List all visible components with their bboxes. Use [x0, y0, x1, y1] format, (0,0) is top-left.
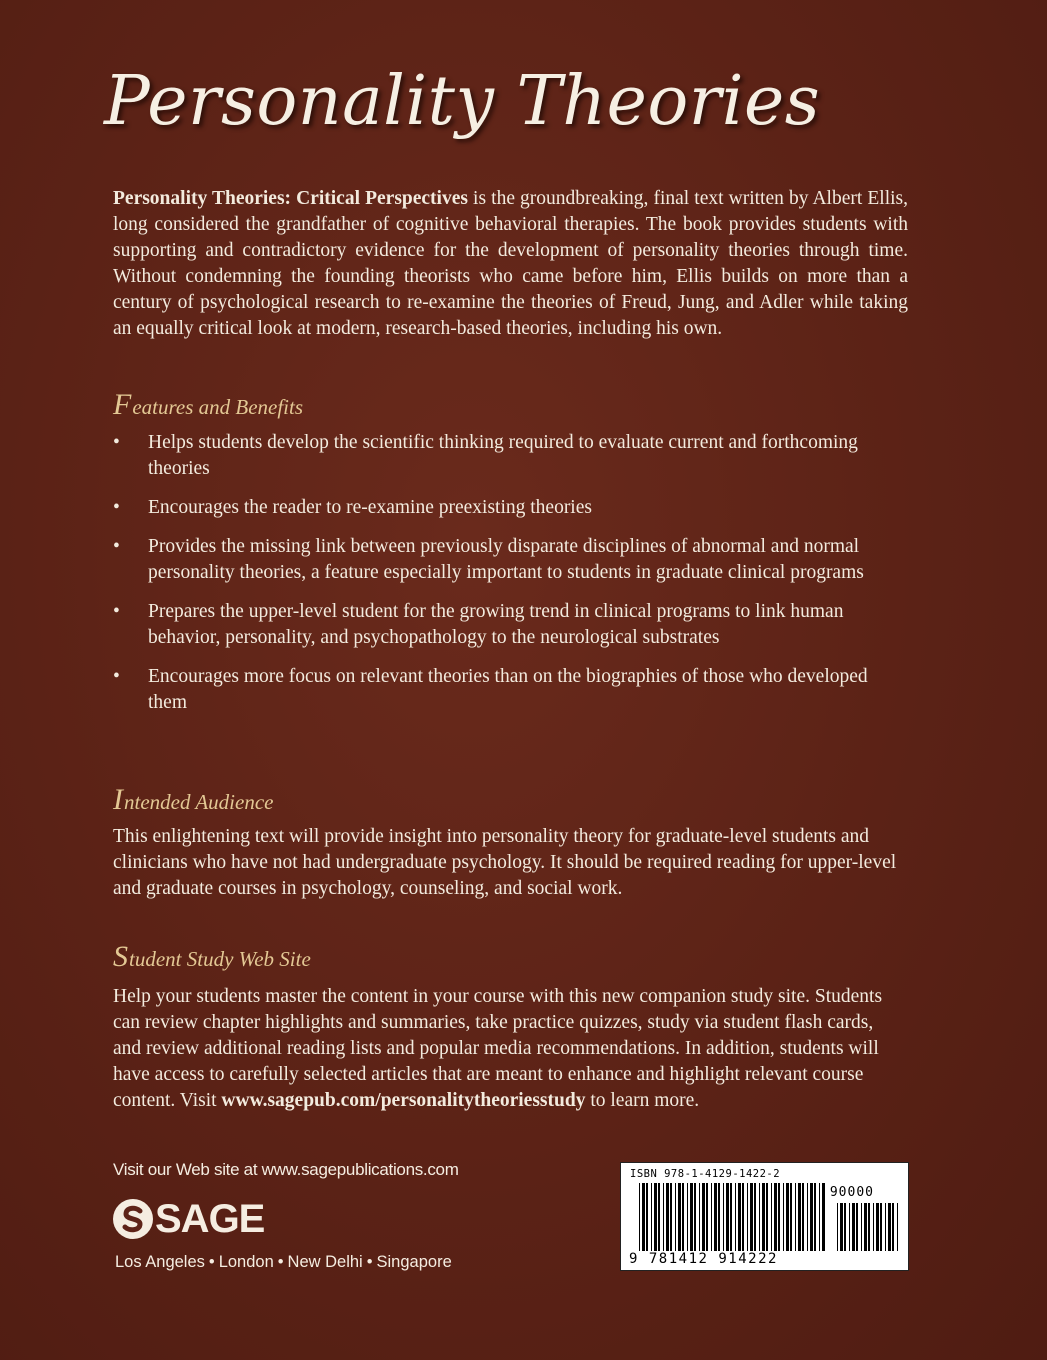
barcode-bar — [682, 1183, 684, 1251]
barcode-bar — [822, 1183, 825, 1251]
barcode-bar — [699, 1183, 700, 1251]
barcode-bar — [714, 1183, 717, 1251]
barcode-bar — [810, 1183, 813, 1251]
barcode-bar — [807, 1183, 808, 1251]
website-heading — [113, 940, 311, 974]
list-item — [113, 495, 903, 521]
feature-text: Helps students develop the scientific thinking required to evaluate current and forthcoming theories — [148, 432, 858, 479]
barcode-bar — [658, 1183, 660, 1251]
feature-text: Encourages the reader to re-examine preexisting theories — [148, 497, 592, 518]
barcode-bar — [723, 1183, 724, 1251]
feature-text: Encourages more focus on relevant theories than on the biographies of those who developed them — [148, 666, 868, 713]
features-list — [113, 430, 903, 729]
barcode-bar — [663, 1183, 664, 1251]
barcode-bar — [880, 1203, 882, 1251]
barcode-bar — [762, 1183, 765, 1251]
barcode-bar — [814, 1183, 816, 1251]
cover-title: Personality Theories — [104, 62, 821, 141]
barcode-bar — [646, 1183, 648, 1251]
barcode-bar — [750, 1183, 753, 1251]
barcode-bar — [742, 1183, 744, 1251]
features-heading-cap: F — [113, 388, 132, 421]
barcode-bar — [873, 1203, 874, 1251]
barcode-bar — [642, 1183, 645, 1251]
barcode-bar — [690, 1183, 693, 1251]
audience-heading — [113, 783, 273, 817]
bullet-icon: • — [113, 432, 120, 453]
barcode-bar — [730, 1183, 732, 1251]
barcode-bar — [702, 1183, 705, 1251]
barcode-bar — [766, 1183, 768, 1251]
barcode-bar — [639, 1183, 640, 1251]
audience-heading-rest: ntended Audience — [124, 790, 274, 814]
website-heading-cap: S — [113, 940, 128, 973]
barcode-bar — [819, 1183, 820, 1251]
audience-heading-cap: I — [113, 783, 123, 816]
barcode-bar — [868, 1203, 870, 1251]
list-item — [113, 599, 903, 651]
barcode-bar — [795, 1183, 796, 1251]
barcode-bar — [735, 1183, 736, 1251]
city-label: London — [218, 1253, 274, 1271]
barcode-bar — [892, 1203, 894, 1251]
barcode-bar — [861, 1203, 862, 1251]
intro-bold-lead: Personality Theories: Critical Perspectives — [113, 188, 468, 209]
barcode-bar — [675, 1183, 676, 1251]
barcode-bar — [687, 1183, 688, 1251]
barcode-bar — [678, 1183, 681, 1251]
barcode-bar — [852, 1203, 855, 1251]
sage-s-icon — [113, 1199, 153, 1239]
barcode-bar — [774, 1183, 777, 1251]
publisher-website-line: Visit our Web site at www.sagepublications.com — [113, 1160, 459, 1179]
barcode-bar — [670, 1183, 672, 1251]
barcode-bar — [759, 1183, 760, 1251]
barcode-bar — [798, 1183, 801, 1251]
features-heading-rest: eatures and Benefits — [132, 395, 304, 419]
bullet-icon: • — [113, 536, 120, 557]
website-heading-rest: tudent Study Web Site — [129, 947, 311, 971]
features-heading — [113, 388, 303, 422]
website-text-after: to learn more. — [585, 1090, 700, 1111]
isbn-label: ISBN 978-1-4129-1422-2 — [630, 1168, 781, 1180]
barcode-bar — [654, 1183, 657, 1251]
intro-paragraph — [113, 186, 908, 342]
city-separator: • — [277, 1253, 284, 1271]
barcode-bar — [666, 1183, 669, 1251]
barcode-bar — [747, 1183, 748, 1251]
barcode-bar — [864, 1203, 867, 1251]
barcode-bar — [876, 1203, 879, 1251]
barcode-bar — [897, 1203, 898, 1251]
city-label: Los Angeles — [115, 1253, 205, 1271]
list-item — [113, 534, 903, 586]
barcode-bar — [711, 1183, 712, 1251]
barcode-bar — [771, 1183, 772, 1251]
barcode-bar — [786, 1183, 789, 1251]
barcode-bar — [885, 1203, 886, 1251]
list-item — [113, 664, 903, 716]
website-text-before: Help your students master the content in your course with this new companion study site. Students can review chapter highlights and summaries, take practice quizzes, study via student flash cards, and review additional reading lists and popular media recommendations. In addition, students will have access to carefully selected articles that are meant to enhance and highlight relevant course content. Visit — [113, 986, 883, 1111]
city-label: Singapore — [376, 1253, 452, 1271]
isbn-barcode — [620, 1162, 909, 1271]
price-code: 90000 — [829, 1185, 874, 1200]
barcode-bar — [718, 1183, 720, 1251]
barcode-bar — [849, 1203, 850, 1251]
barcode-bar — [790, 1183, 792, 1251]
barcode-bar — [778, 1183, 780, 1251]
city-separator: • — [366, 1253, 373, 1271]
barcode-bar — [754, 1183, 756, 1251]
barcode-bar — [840, 1203, 843, 1251]
website-paragraph — [113, 984, 903, 1114]
sage-logo — [113, 1196, 264, 1242]
audience-paragraph: This enlightening text will provide insight into personality theory for graduate-level students and clinicians who have not had undergraduate psychology. It should be required reading for upper-level and graduate courses in psychology, counseling, and social work. — [113, 826, 897, 899]
barcode-bar — [802, 1183, 804, 1251]
barcode-bar — [783, 1183, 784, 1251]
barcode-bar — [738, 1183, 741, 1251]
city-separator: • — [208, 1253, 215, 1271]
barcode-bar — [651, 1183, 652, 1251]
feature-text: Prepares the upper-level student for the growing trend in clinical programs to link human behavior, personality, and psychopathology to the neurological substrates — [148, 601, 844, 648]
city-label: New Delhi — [287, 1253, 363, 1271]
publisher-cities — [115, 1253, 452, 1272]
barcode-bar — [888, 1203, 891, 1251]
intro-text: is the groundbreaking, final text written by Albert Ellis, long considered the grandfather of cognitive behavioral therapies. The book provides students with supporting and contradictory evidence for the development of personality theories through time. Without condemning the founding theorists who came before him, Ellis builds on more than a century of psychological research to re-examine the theories of Freud, Jung, and Adler while taking an equally critical look at modern, research-based theories, including his own. — [113, 188, 908, 339]
sage-wordmark: SAGE — [155, 1197, 265, 1241]
feature-text: Provides the missing link between previously disparate disciplines of abnormal and normal personality theories, a feature especially important to students in graduate clinical programs — [148, 536, 864, 583]
barcode-bar — [694, 1183, 696, 1251]
bullet-icon: • — [113, 601, 120, 622]
bullet-icon: • — [113, 666, 120, 687]
barcode-bar — [706, 1183, 708, 1251]
barcode-bar — [726, 1183, 729, 1251]
study-site-link[interactable]: www.sagepub.com/personalitytheoriesstudy — [221, 1090, 586, 1111]
bullet-icon: • — [113, 497, 120, 518]
barcode-bar — [844, 1203, 846, 1251]
barcode-digits: 9 781412 914222 — [629, 1251, 778, 1267]
list-item — [113, 430, 903, 482]
barcode-bar — [856, 1203, 858, 1251]
barcode-bar — [837, 1203, 838, 1251]
